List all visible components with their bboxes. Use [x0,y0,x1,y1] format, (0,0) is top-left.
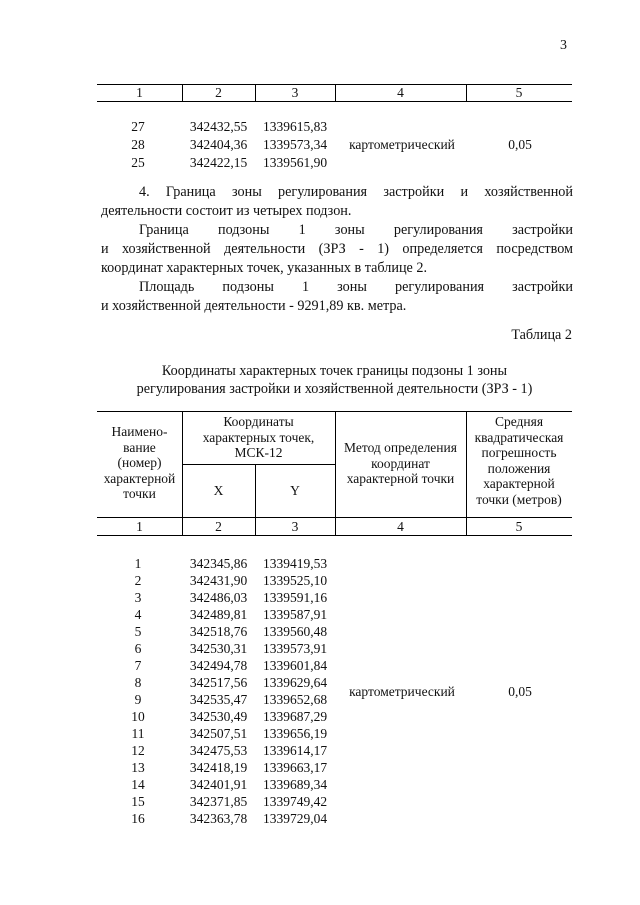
point-number: 13 [131,760,145,775]
point-number: 10 [131,709,145,724]
point-number: 12 [131,743,145,758]
coord-y: 1339663,17 [262,760,328,775]
coord-x: 342345,86 [189,556,248,571]
coord-y: 1339591,16 [262,590,328,605]
coord-x: 342486,03 [189,590,248,605]
paragraph-line: и хозяйственной деятельности (ЗРЗ - 1) определяется посредством [101,241,573,257]
col-number: 3 [291,519,299,534]
coord-x: 342363,78 [189,811,248,826]
coord-y: 1339587,91 [262,607,328,622]
coord-y: 1339525,10 [262,573,328,588]
point-number: 11 [131,726,145,741]
paragraph-line: и хозяйственной деятельности - 9291,89 кв. метра. [101,298,407,314]
coord-x: 342535,47 [189,692,248,707]
point-number: 16 [131,811,145,826]
point-number: 9 [134,692,142,707]
col-number: 4 [397,519,404,534]
table-caption: регулирования застройки и хозяйственной деятельности (ЗРЗ - 1) [136,381,533,397]
error-value: 0,05 [508,137,532,152]
error-value: 0,05 [508,684,532,699]
col-number: 2 [215,85,222,100]
coord-y: 1339419,53 [262,556,328,571]
coord-y: 1339689,34 [262,777,328,792]
table-caption: Координаты характерных точек границы подзоны 1 зоны [161,363,508,379]
coord-x: 342517,56 [189,675,248,690]
header-method: Метод определения координат характерной точки [344,440,457,486]
point-number: 15 [131,794,145,809]
coord-x: 342530,49 [189,709,248,724]
paragraph-line: Граница подзоны 1 зоны регулирования застройки [139,222,573,238]
coord-x: 342431,90 [189,573,248,588]
coord-y: 1339615,83 [262,119,328,134]
header-coordinates: Координаты характерных точек, МСК-12 [202,414,315,460]
coord-x: 342518,76 [189,624,248,639]
col-number: 5 [515,85,523,100]
coord-x: 342371,85 [189,794,248,809]
paragraph-line: деятельности состоит из четырех подзон. [101,203,352,219]
paragraph-line: координат характерных точек, указанных в таблице 2. [101,260,428,276]
table-label: Таблица 2 [511,327,572,343]
coord-y: 1339749,42 [262,794,328,809]
coord-x: 342489,81 [189,607,248,622]
coord-y: 1339560,48 [262,624,328,639]
table-rule [182,464,335,465]
col-number: 5 [515,519,523,534]
point-number: 4 [134,607,142,622]
coord-x: 342422,15 [189,155,248,170]
point-number: 8 [134,675,142,690]
method-value: картометрический [349,137,455,152]
coord-y: 1339573,34 [262,137,328,152]
point-number: 25 [131,155,145,170]
coord-y: 1339652,68 [262,692,328,707]
coord-x: 342432,55 [189,119,248,134]
coord-y: 1339614,17 [262,743,328,758]
page-number: 3 [560,38,567,53]
coord-x: 342404,36 [189,137,248,152]
point-number: 5 [134,624,142,639]
coord-y: 1339656,19 [262,726,328,741]
col-number: 1 [136,519,143,534]
coord-y: 1339573,91 [262,641,328,656]
point-number: 2 [134,573,142,588]
table-rule [97,101,572,102]
coord-x: 342494,78 [189,658,248,673]
col-number: 1 [136,85,143,100]
paragraph-line: 4. Граница зоны регулирования застройки и хозяйственной [139,184,573,200]
point-number: 27 [131,119,145,134]
header-y: Y [290,483,300,498]
col-number: 2 [215,519,222,534]
method-value: картометрический [349,684,455,699]
table-rule [97,535,572,536]
point-number: 3 [134,590,142,605]
col-number: 3 [291,85,299,100]
coord-y: 1339561,90 [262,155,328,170]
col-number: 4 [397,85,404,100]
coord-y: 1339601,84 [262,658,328,673]
coord-y: 1339729,04 [262,811,328,826]
point-number: 28 [131,137,145,152]
point-number: 14 [131,777,145,792]
coord-x: 342507,51 [189,726,248,741]
point-number: 1 [134,556,142,571]
coord-x: 342418,19 [189,760,248,775]
point-number: 6 [134,641,142,656]
coord-y: 1339687,29 [262,709,328,724]
coord-x: 342401,91 [189,777,248,792]
header-error: Средняя квадратическая погрешность положения характерной точки (метров) [474,414,564,507]
coord-x: 342475,53 [189,743,248,758]
header-x: X [213,483,224,498]
coord-y: 1339629,64 [262,675,328,690]
paragraph-line: Площадь подзоны 1 зоны регулирования застройки [139,279,573,295]
coord-x: 342530,31 [189,641,248,656]
header-point-name: Наимено- вание (номер) характерной точки [103,424,176,501]
point-number: 7 [134,658,142,673]
